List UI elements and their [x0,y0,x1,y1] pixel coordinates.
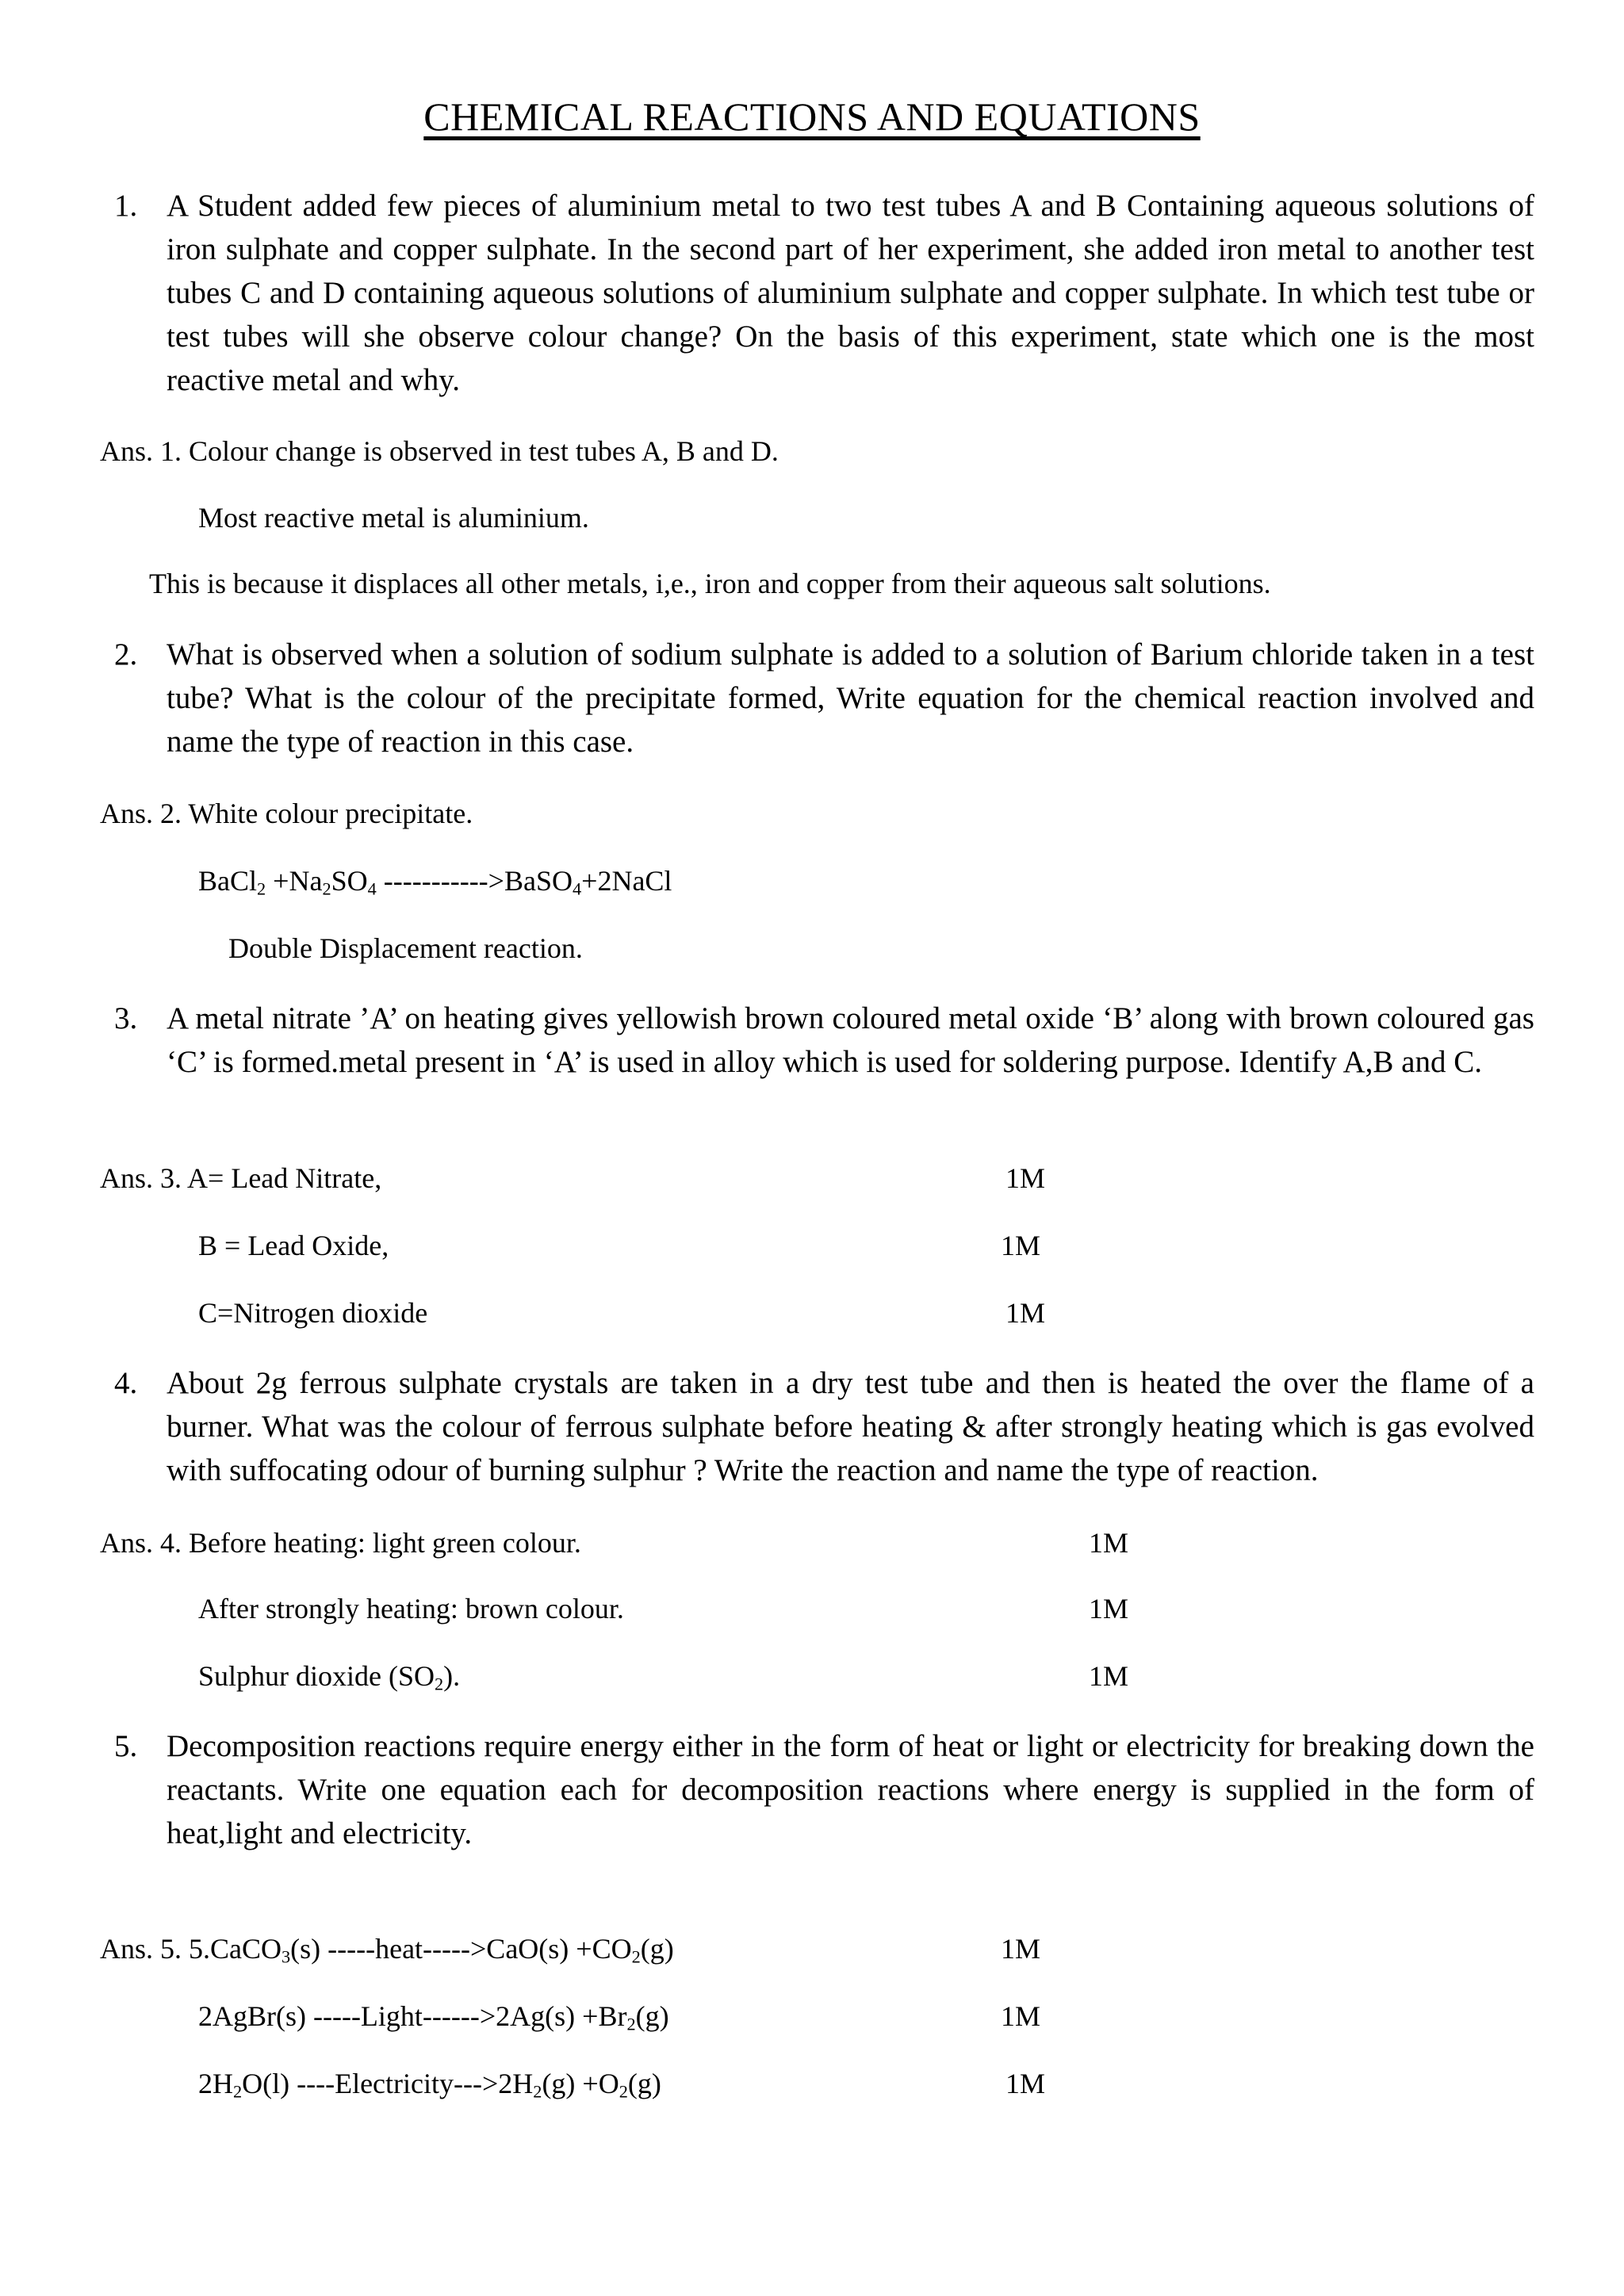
equation-part: (g) +O [542,2068,619,2099]
mark-label: 1M [1089,1593,1129,1624]
question-text: About 2g ferrous sulphate crystals are taken in a dry test tube and then is heated the over the flame of a burner. What was the colour of ferrous sulphate before heating & after strongly heating which is gas evolved with suffocating odour of burning sulphur ? Write the reaction and name the type of reaction. [167,1366,1534,1487]
question-1 [114,184,1534,402]
equation-part: BaCl [198,865,258,897]
answer-prefix: Ans. [100,1933,154,1965]
equation-part: Sulphur dioxide (SO [198,1660,435,1692]
question-number: 3. [114,1001,138,1035]
subscript: 2 [626,2014,636,2034]
equation-part: SO [331,865,368,897]
question-number: 1. [114,189,138,223]
subscript: 3 [282,1946,291,1967]
equation-part: (g) [635,2000,669,2032]
answer-prefix: Ans. [100,1162,154,1194]
equation-part: +2NaCl [581,865,672,897]
mark-label: 1M [1001,1230,1041,1261]
question-number: 5. [114,1729,138,1763]
subscript: 2 [322,878,331,899]
mark-label: 1M [1005,1162,1046,1194]
answer-5-line-3 [198,2067,661,2100]
equation-part: O(l) ----Electricity--->2H [242,2068,534,2099]
answer-5-line-2 [198,1999,669,2033]
question-text: A metal nitrate ’A’ on heating gives yellowish brown coloured metal oxide ‘B’ along with brown coloured gas ‘C’ is formed.metal present in ‘A’ is used in alloy which is used for soldering purpose. Identify A,B and C. [167,1001,1534,1079]
answer-text: 1. Colour change is observed in test tubes A, B and D. [160,435,779,467]
question-text: What is observed when a solution of sodium sulphate is added to a solution of Barium chloride taken in a test tube? What is the colour of the precipitate formed, Write equation for the chemical reaction involved and name the type of reaction in this case. [167,637,1534,759]
subscript: 2 [533,2081,542,2102]
question-number: 2. [114,637,138,672]
answer-3-line-1 [100,1161,381,1195]
mark-label: 1M [1005,1297,1046,1329]
mark-label: 1M [1005,2068,1046,2099]
answer-5-line-1 [100,1932,674,1965]
answer-4-line-1 [100,1526,581,1559]
mark-label: 1M [1089,1660,1129,1692]
page-title: CHEMICAL REACTIONS AND EQUATIONS [423,94,1201,139]
subscript: 2 [435,1674,444,1694]
mark-label: 1M [1089,1527,1129,1559]
question-2 [114,633,1534,763]
equation-part: +Na [266,865,323,897]
question-number: 4. [114,1366,138,1400]
question-5 [114,1724,1534,1855]
answer-2-line-3: Double Displacement reaction. [228,932,583,964]
mark-label: 1M [1001,1933,1041,1965]
subscript: 4 [572,878,582,899]
question-4 [114,1361,1534,1492]
answer-4-line-2: After strongly heating: brown colour. [198,1593,624,1624]
subscript: 4 [367,878,377,899]
answer-1-line-2: Most reactive metal is aluminium. [198,502,589,534]
subscript: 2 [233,2081,243,2102]
question-text: A Student added few pieces of aluminium metal to two test tubes A and B Containing aqueous solutions of iron sulphate and copper sulphate. In the second part of her experiment, she added iron metal to another test tubes C and D containing aqueous solutions of aluminium sulphate and copper sulphate. In which test tube or test tubes will she observe colour change? On the basis of this experiment, state which one is the most reactive metal and why. [167,189,1534,397]
answer-3-line-3: C=Nitrogen dioxide [198,1297,428,1329]
answer-1-line-1 [100,434,779,468]
answer-2-line-1 [100,797,473,830]
answer-prefix: Ans. [100,798,154,829]
equation-part: 2AgBr(s) -----Light------>2Ag(s) +Br [198,2000,627,2032]
answer-1-line-3: This is because it displaces all other metals, i,e., iron and copper from their aqueous salt solutions. [149,568,1271,599]
equation-part: (g) [627,2068,661,2099]
answer-text: 2. White colour precipitate. [160,798,473,829]
equation-part: ----------->BaSO [376,865,573,897]
answer-prefix: Ans. [100,1527,154,1559]
equation-part: 2H [198,2068,233,2099]
subscript: 2 [257,878,266,899]
answer-3-line-2: B = Lead Oxide, [198,1230,389,1261]
answer-text: 4. Before heating: light green colour. [160,1527,581,1559]
question-3 [114,997,1534,1084]
equation-part: 5. 5.CaCO [160,1933,282,1965]
subscript: 2 [631,1946,641,1967]
equation-part: (g) [640,1933,674,1965]
subscript: 2 [619,2081,628,2102]
equation-part: (s) -----heat----->CaO(s) +CO [290,1933,632,1965]
equation-part: ). [443,1660,461,1692]
answer-2-equation [198,864,672,897]
answer-4-line-3 [198,1659,460,1693]
answer-prefix: Ans. [100,435,154,467]
answer-text: 3. A= Lead Nitrate, [160,1162,382,1194]
mark-label: 1M [1001,2000,1041,2032]
question-text: Decomposition reactions require energy either in the form of heat or light or electricity for breaking down the reactants. Write one equation each for decomposition reactions where energy is supplied in the form of heat,light and electricity. [167,1729,1534,1850]
